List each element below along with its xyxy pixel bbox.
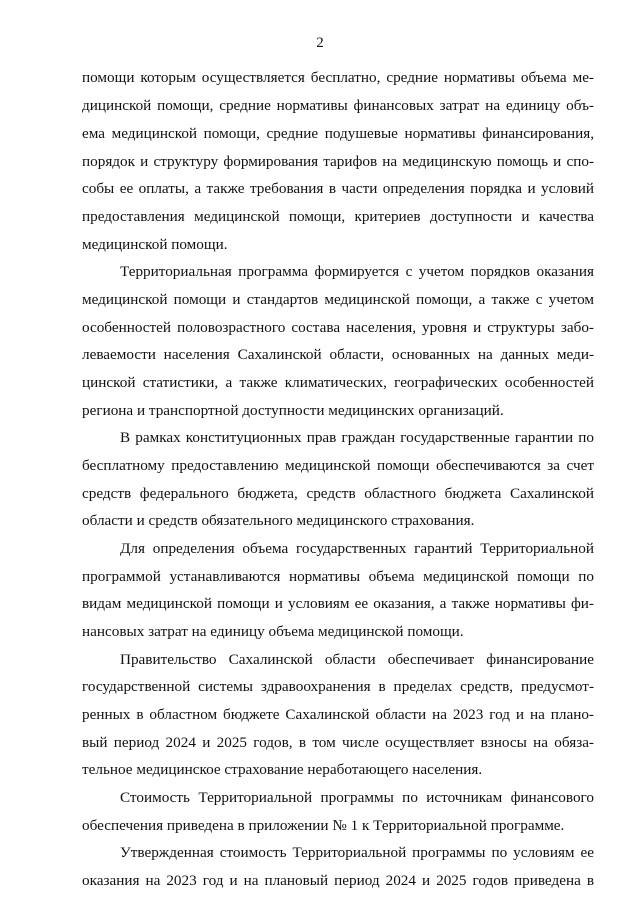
text-line: нансовых затрат на единицу объема медицинской помощи. xyxy=(82,623,464,640)
text-line: видам медицинской помощи и условиям ее оказания, а также нормативы фи- xyxy=(82,595,594,612)
text-line: средств федерального бюджета, средств областного бюджета Сахалинской xyxy=(82,485,594,502)
text-line: области и средств обязательного медицинского страхования. xyxy=(82,512,475,529)
text-line: ема медицинской помощи, средние подушевые нормативы финансирования, xyxy=(82,125,594,142)
text-line: Территориальная программа формируется с учетом порядков оказания xyxy=(120,263,594,280)
text-line: тельное медицинское страхование неработающего населения. xyxy=(82,761,483,778)
text-line: Стоимость Территориальной программы по источникам финансового xyxy=(120,789,594,806)
text-line: медицинской помощи. xyxy=(82,236,228,253)
text-line: порядок и структуру формирования тарифов на медицинскую помощь и спо- xyxy=(82,153,594,170)
text-line: цинской статистики, а также климатических, географических особенностей xyxy=(82,374,594,391)
text-line: собы ее оплаты, а также требования в части определения порядка и условий xyxy=(82,180,594,197)
text-line: ренных в областном бюджете Сахалинской области на 2023 год и на плано- xyxy=(82,706,594,723)
text-line: оказания на 2023 год и на плановый период 2024 и 2025 годов приведена в xyxy=(82,872,594,889)
text-line: государственной системы здравоохранения в пределах средств, предусмот- xyxy=(82,678,594,695)
text-line: предоставления медицинской помощи, критериев доступности и качества xyxy=(82,208,594,225)
text-line: медицинской помощи и стандартов медицинской помощи, а также с учетом xyxy=(82,291,594,308)
text-line: помощи которым осуществляется бесплатно, средние нормативы объема ме- xyxy=(82,69,594,86)
text-line: обеспечения приведена в приложении № 1 к Территориальной программе. xyxy=(82,817,565,834)
text-line: региона и транспортной доступности медицинских организаций. xyxy=(82,402,504,419)
text-line: дицинской помощи, средние нормативы финансовых затрат на единицу объ- xyxy=(82,97,594,114)
text-line: вый период 2024 и 2025 годов, в том числе осуществляет взносы на обяза- xyxy=(82,734,594,751)
text-line: бесплатному предоставлению медицинской помощи обеспечиваются за счет xyxy=(82,457,594,474)
text-line: Для определения объема государственных гарантий Территориальной xyxy=(120,540,594,557)
text-line: Правительство Сахалинской области обеспечивает финансирование xyxy=(120,651,594,668)
page-number: 2 xyxy=(316,35,324,51)
text-line: леваемости населения Сахалинской области, основанных на данных меди- xyxy=(82,346,594,363)
text-line: особенностей половозрастного состава населения, уровня и структуры забо- xyxy=(82,319,594,336)
text-line: программой устанавливаются нормативы объема медицинской помощи по xyxy=(82,568,594,585)
text-line: В рамках конституционных прав граждан государственные гарантии по xyxy=(120,429,594,446)
text-line: Утвержденная стоимость Территориальной программы по условиям ее xyxy=(120,844,594,861)
